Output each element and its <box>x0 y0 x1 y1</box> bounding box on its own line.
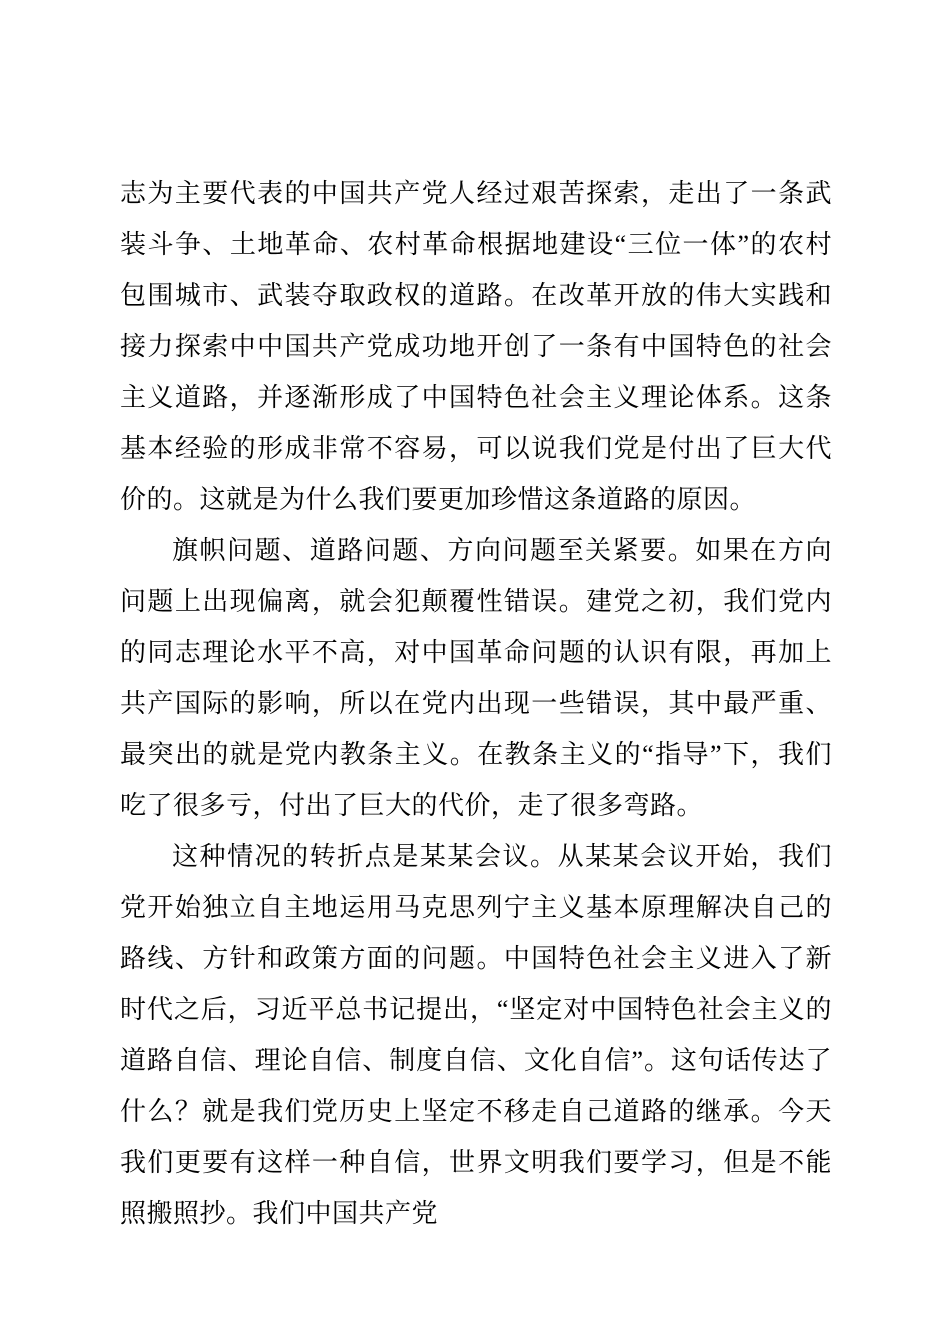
paragraph-3: 这种情况的转折点是某某会议。从某某会议开始，我们党开始独立自主地运用马克思列宁主义基本原理解决自己的路线、方针和政策方面的问题。中国特色社会主义进入了新时代之后，习近平总书记提出，“坚定对中国特色社会主义的道路自信、理论自信、制度自信、文化自信”。这句话传达了什么？就是我们党历史上坚定不移走自己道路的继承。今天我们更要有这样一种自信，世界文明我们要学习，但是不能照搬照抄。我们中国共产党 <box>120 842 832 1228</box>
paragraph-2: 旗帜问题、道路问题、方向问题至关紧要。如果在方向问题上出现偏离，就会犯颠覆性错误。建党之初，我们党内的同志理论水平不高，对中国革命问题的认识有限，再加上共产国际的影响，所以在党内出现一些错误，其中最严重、最突出的就是党内教条主义。在教条主义的“指导”下，我们吃了很多亏，付出了巨大的代价，走了很多弯路。 <box>120 536 832 820</box>
paragraph-1: 志为主要代表的中国共产党人经过艰苦探索，走出了一条武装斗争、土地革命、农村革命根据地建设“三位一体”的农村包围城市、武装夺取政权的道路。在改革开放的伟大实践和接力探索中中国共产党成功地开创了一条有中国特色的社会主义道路，并逐渐形成了中国特色社会主义理论体系。这条基本经验的形成非常不容易，可以说我们党是付出了巨大代价的。这就是为什么我们要更加珍惜这条道路的原因。 <box>120 179 832 514</box>
document-body <box>120 168 832 1239</box>
